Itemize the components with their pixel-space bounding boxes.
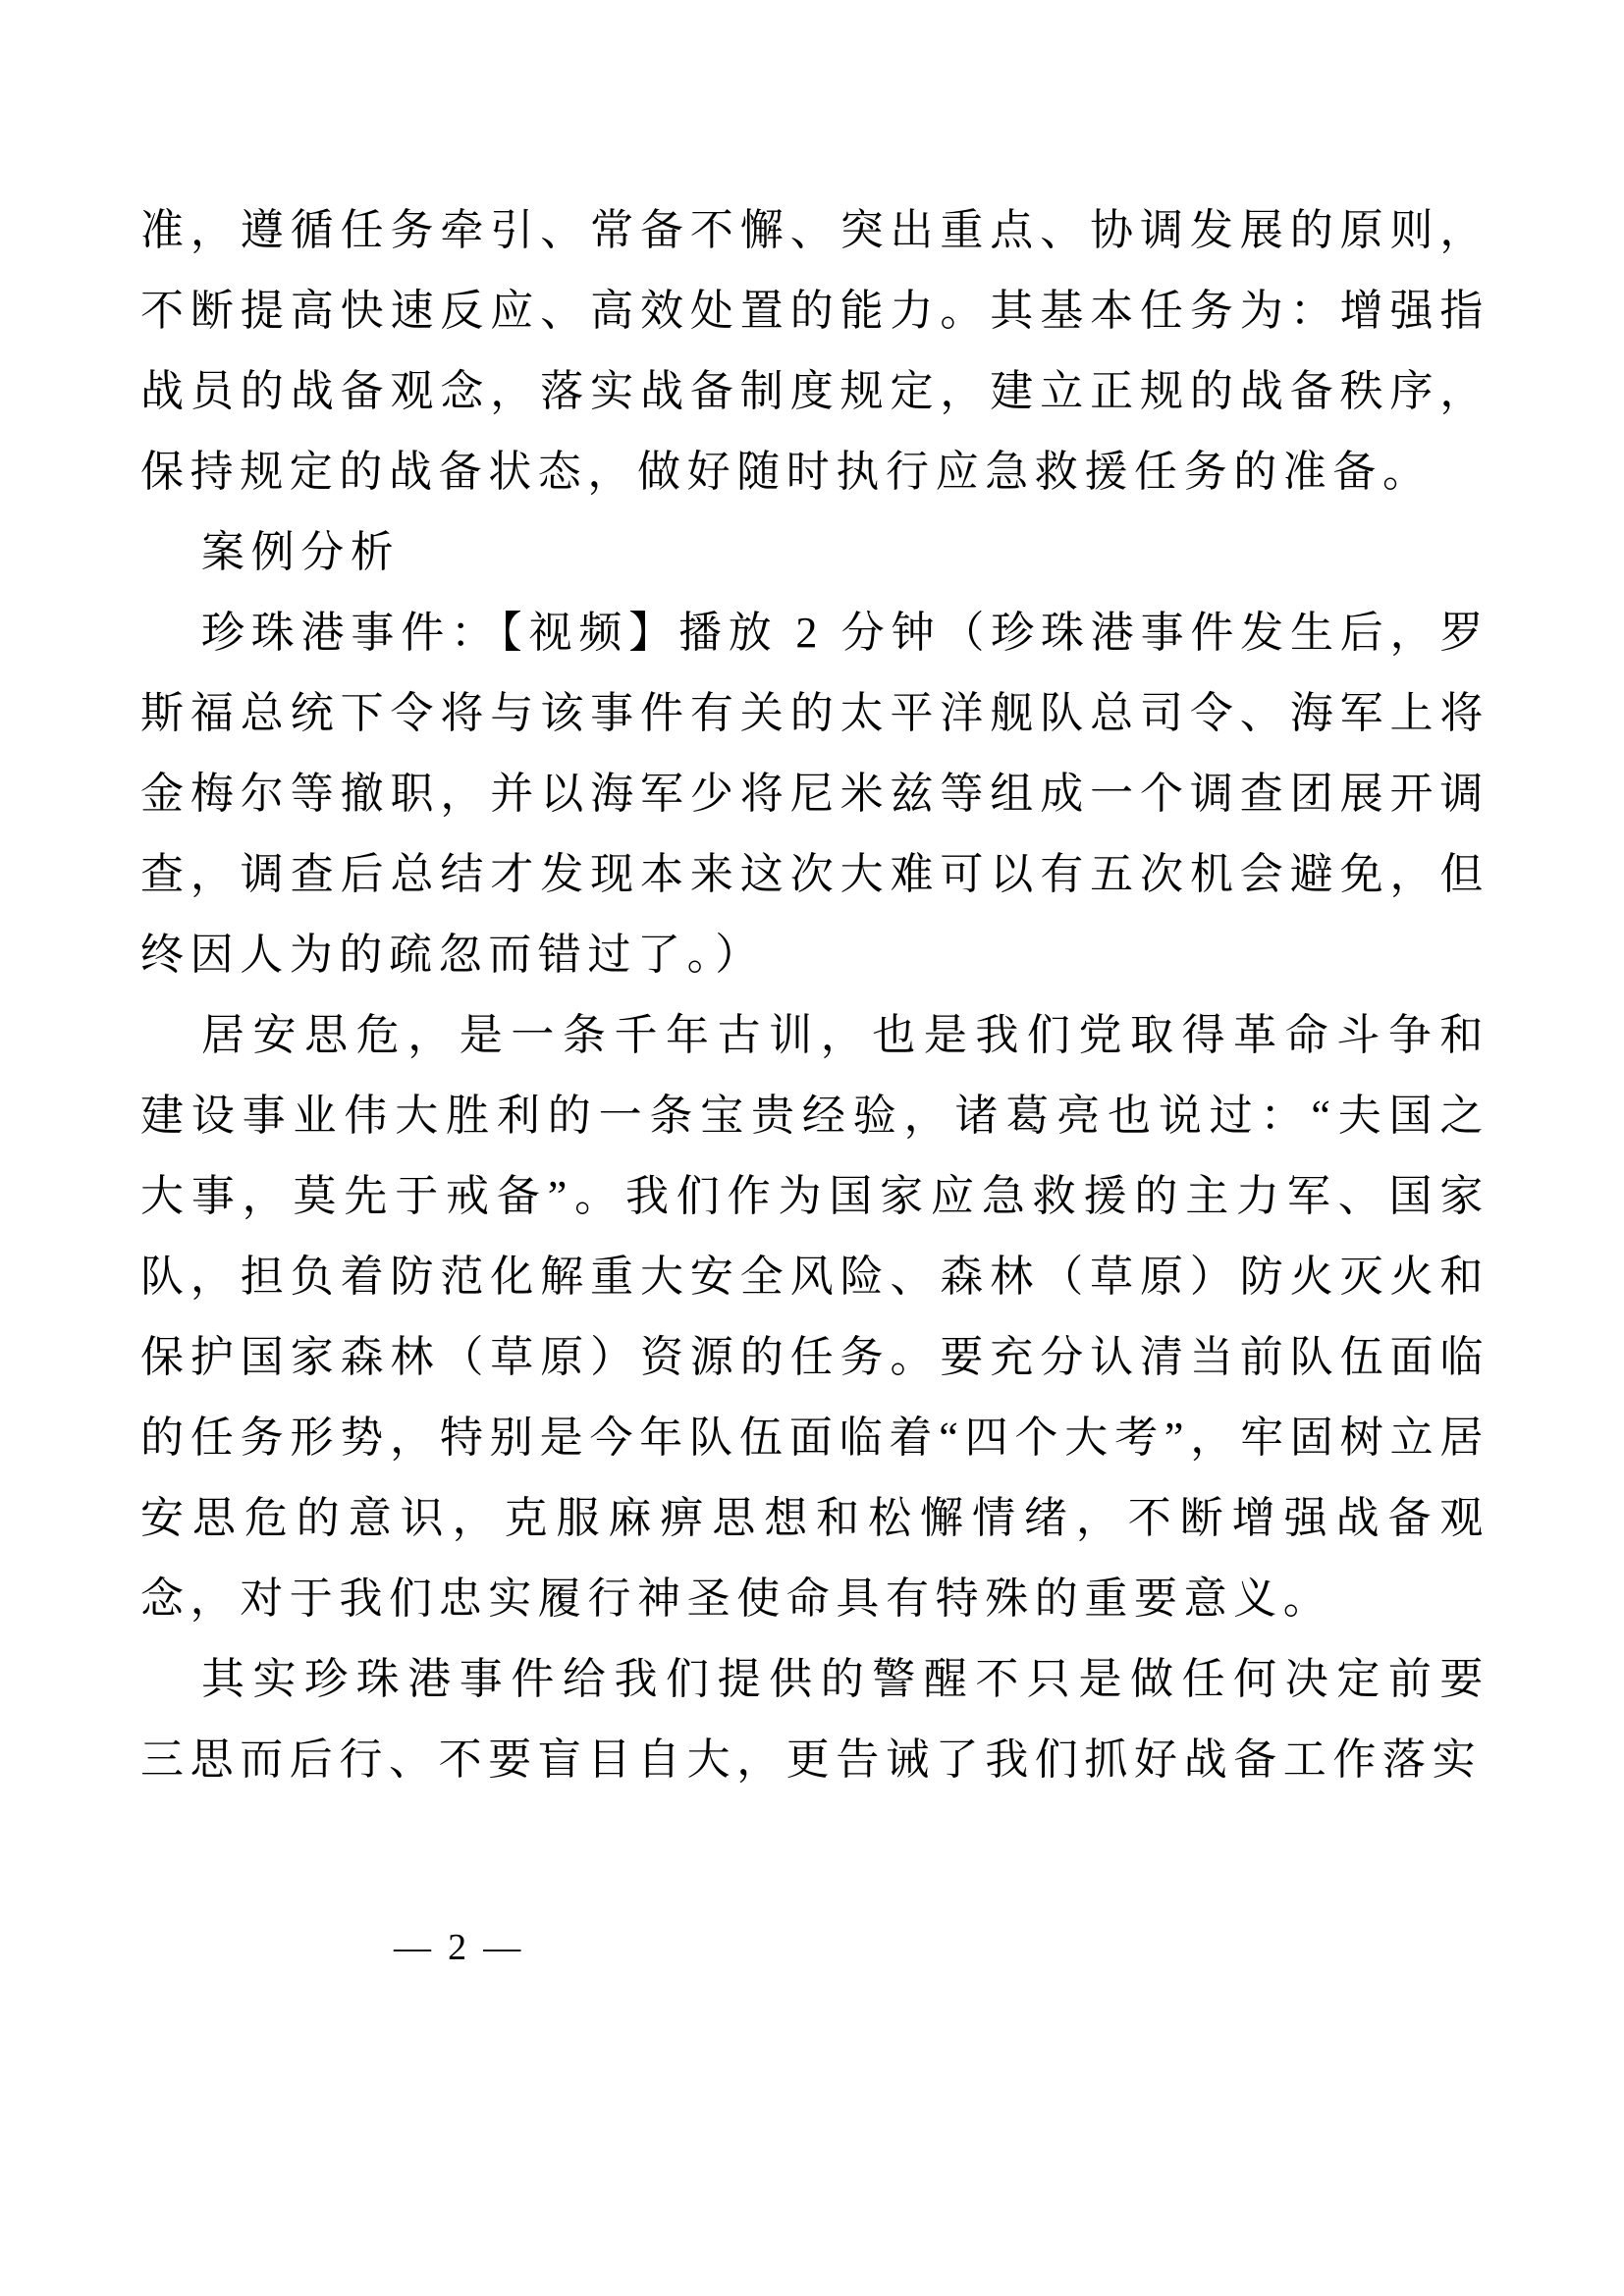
document-body <box>140 190 1489 1800</box>
page-number: — 2 — <box>394 1927 524 1968</box>
paragraph-vigilance: 居安思危，是一条千年古训，也是我们党取得革命斗争和建设事业伟大胜利的一条宝贵经验，诸葛亮也说过：“夫国之大事，莫先于戒备”。我们作为国家应急救援的主力军、国家队，担负着防范化解重大安全风险、森林（草原）防火灭火和保护国家森林（草原）资源的任务。要充分认清当前队伍面临的任务形势，特别是今年队伍面临着“四个大考”，牢固树立居安思危的意识，克服麻痹思想和松懈情绪，不断增强战备观念，对于我们忠实履行神圣使命具有特殊的重要意义。 <box>140 1011 1489 1623</box>
paragraph-pearl-harbor: 珍珠港事件：【视频】播放 2 分钟（珍珠港事件发生后，罗斯福总统下令将与该事件有关的太平洋舰队总司令、海军上将金梅尔等撤职，并以海军少将尼米兹等组成一个调查团展开调查，调查后总结才发现本来这次大难可以有五次机会避免，但终因人为的疏忽而错过了。） <box>140 609 1489 979</box>
paragraph-case-analysis-heading: 案例分析 <box>201 528 401 576</box>
paragraph-continuation: 准，遵循任务牵引、常备不懈、突出重点、协调发展的原则，不断提高快速反应、高效处置的能力。其基本任务为：增强指战员的战备观念，落实战备制度规定，建立正规的战备秩序，保持规定的战备状态，做好随时执行应急救援任务的准备。 <box>140 206 1489 496</box>
paragraph-warning: 其实珍珠港事件给我们提供的警醒不只是做任何决定前要三思而后行、不要盲目自大，更告诫了我们抓好战备工作落实 <box>140 1655 1489 1784</box>
